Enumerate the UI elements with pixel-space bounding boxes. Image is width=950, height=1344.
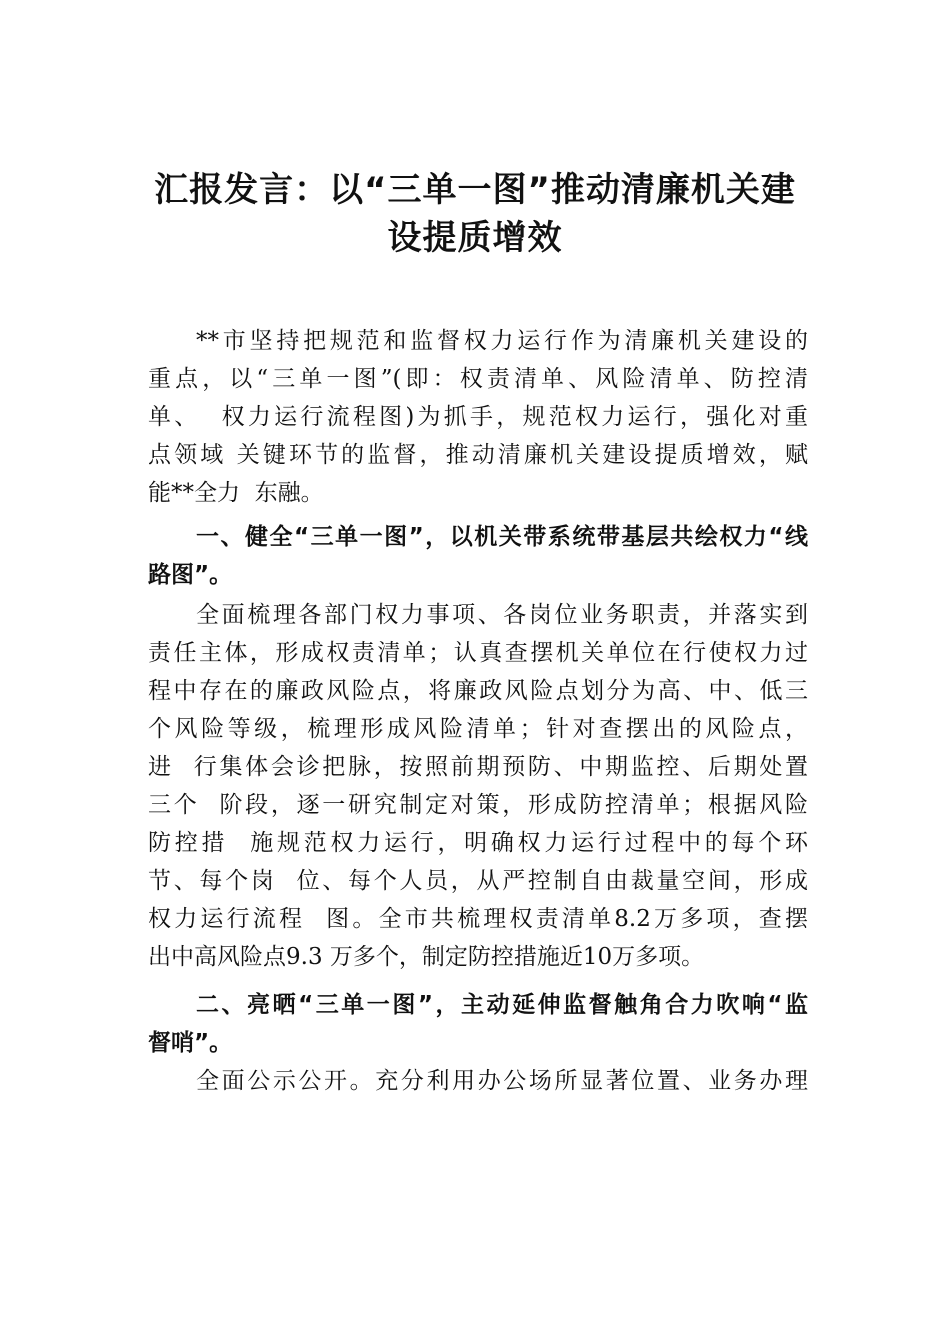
section-1-body-line: 个风险等级，梳理形成风险清单；针对查摆出的风险点，: [148, 716, 808, 742]
intro-paragraph-line: 点领域 关键环节的监督，推动清廉机关建设提质增效，赋: [148, 442, 808, 468]
section-2-heading-line: 二、亮晒“三单一图”，主动延伸监督触角合力吹响“监: [196, 992, 808, 1018]
section-1-body-line: 权力运行流程 图。全市共梳理权责清单8.2万多项，查摆: [148, 906, 808, 932]
intro-paragraph-line: 单、 权力运行流程图)为抓手，规范权力运行，强化对重: [148, 404, 808, 430]
document-title-line-2: 设提质增效: [387, 218, 563, 258]
section-1-body-line: 防控措 施规范权力运行，明确权力运行过程中的每个环: [148, 830, 808, 856]
section-1-body-line: 责任主体，形成权责清单；认真查摆机关单位在行使权力过: [148, 640, 808, 666]
intro-paragraph-line: 能**全力 东融。: [148, 480, 324, 506]
section-1-heading-line: 路图”。: [148, 562, 233, 588]
section-1-body-line: 三个 阶段，逐一研究制定对策，形成防控清单；根据风险: [148, 792, 808, 818]
section-2-heading-line: 督哨”。: [148, 1030, 233, 1056]
section-1-body-line: 程中存在的廉政风险点，将廉政风险点划分为高、中、低三: [148, 678, 808, 704]
section-1-body-line: 出中高风险点9.3 万多个，制定防控措施近10万多项。: [148, 944, 705, 970]
intro-paragraph-line: 重点，以“三单一图”(即：权责清单、风险清单、防控清: [148, 366, 808, 392]
section-1-body-line: 进 行集体会诊把脉，按照前期预防、中期监控、后期处置: [148, 754, 808, 780]
section-2-body-line: 全面公示公开。充分利用办公场所显著位置、业务办理: [196, 1068, 808, 1094]
section-1-heading-line: 一、健全“三单一图”，以机关带系统带基层共绘权力“线: [196, 524, 808, 550]
section-1-body-line: 全面梳理各部门权力事项、各岗位业务职责，并落实到: [196, 602, 808, 628]
document-title-line-1: 汇报发言：以“三单一图”推动清廉机关建: [154, 170, 796, 210]
intro-paragraph-line: **市坚持把规范和监督权力运行作为清廉机关建设的: [196, 328, 808, 354]
section-1-body-line: 节、每个岗 位、每个人员，从严控制自由裁量空间，形成: [148, 868, 808, 894]
